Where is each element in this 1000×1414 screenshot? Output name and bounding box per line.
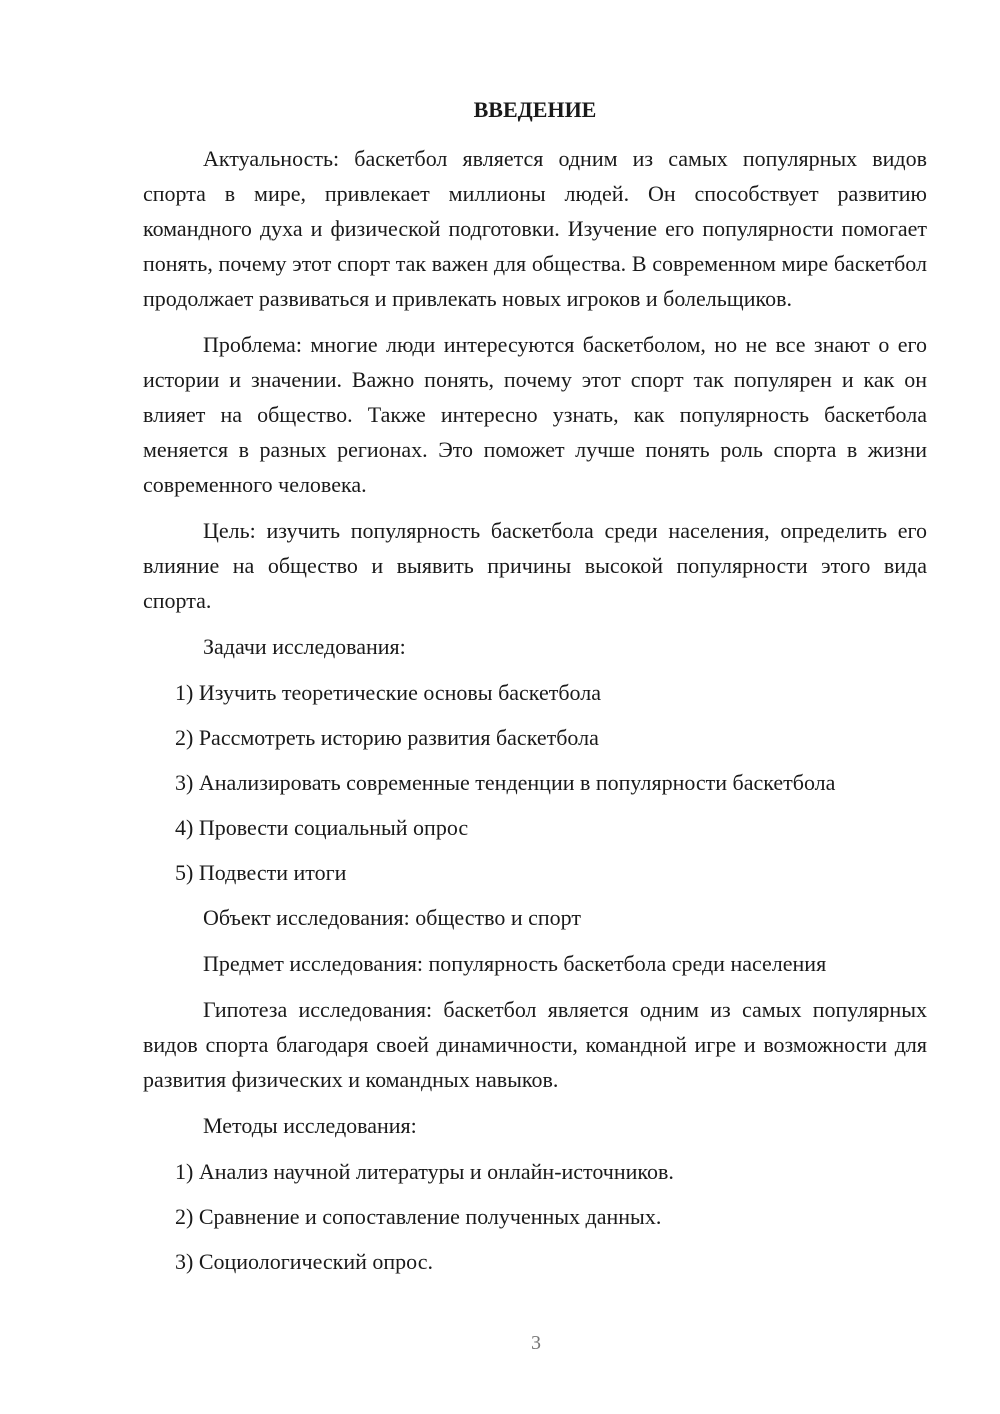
subject-paragraph: Предмет исследования: популярность баскетбола среди населения	[203, 951, 827, 976]
document-page	[143, 92, 927, 1289]
task-item: 2) Рассмотреть историю развития баскетбола	[175, 725, 599, 750]
section-title: ВВЕДЕНИЕ	[473, 97, 597, 122]
page-number: 3	[531, 1332, 541, 1354]
task-item: 4) Провести социальный опрос	[175, 815, 469, 840]
task-item: 1) Изучить теоретические основы баскетбола	[175, 680, 601, 705]
method-item: 2) Сравнение и сопоставление полученных данных.	[175, 1204, 662, 1229]
hypothesis-paragraph: Гипотеза исследования: баскетбол является одним из самых популярных видов спорта благодаря своей динамичности, командной игре и возможности для развития физических и командных навыков.	[143, 997, 927, 1092]
goal-paragraph: Цель: изучить популярность баскетбола среди населения, определить его влияние на общество и выявить причины высокой популярности этого вида спорта.	[143, 518, 927, 613]
tasks-heading: Задачи исследования:	[203, 634, 406, 659]
relevance-paragraph: Актуальность: баскетбол является одним из самых популярных видов спорта в мире, привлекает миллионы людей. Он способствует развитию командного духа и физической подготовки. Изучение его популярности помогает понять, почему этот спорт так важен для общества. В современном мире баскетбол продолжает развиваться и привлекать новых игроков и болельщиков.	[143, 146, 927, 311]
task-item: 3) Анализировать современные тенденции в популярности баскетбола	[175, 770, 836, 795]
task-item: 5) Подвести итоги	[175, 860, 347, 885]
methods-heading: Методы исследования:	[203, 1113, 417, 1138]
method-item: 3) Социологический опрос.	[175, 1249, 433, 1274]
method-item: 1) Анализ научной литературы и онлайн-источников.	[175, 1159, 674, 1184]
object-paragraph: Объект исследования: общество и спорт	[203, 905, 581, 930]
problem-paragraph: Проблема: многие люди интересуются баскетболом, но не все знают о его истории и значении. Важно понять, почему этот спорт так популярен и как он влияет на общество. Также интересно узнать, как популярность баскетбола меняется в разных регионах. Это поможет лучше понять роль спорта в жизни современного человека.	[143, 332, 927, 497]
